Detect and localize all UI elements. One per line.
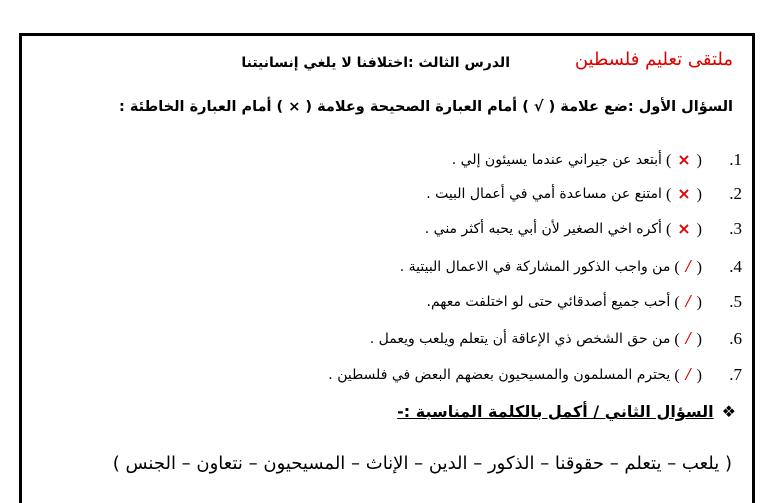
answer-box: (/) [674, 328, 702, 348]
item-text: يحترم المسلمون والمسيحيون بعضهم البعض في فلسطين . [328, 366, 671, 383]
item-number: 7. [729, 364, 742, 384]
diamond-bullet-icon: ❖ [721, 402, 736, 421]
item-number: 3. [729, 219, 742, 238]
item-number: 4. [729, 256, 742, 276]
item-number: 6. [729, 328, 742, 348]
item-text: امتنع عن مساعدة أمي في أعمال البيت . [426, 186, 662, 202]
answer-mark: / [685, 256, 691, 276]
item-number: 2. [729, 184, 742, 203]
lesson-title: الدرس الثالث :اختلافنا لا يلغي إنسانيتنا [241, 55, 510, 71]
answer-mark: / [685, 291, 691, 311]
item-text: أبتعد عن جيراني عندما يسيئون إلي . [451, 152, 662, 168]
answer-box: (/) [674, 291, 702, 311]
answer-box: (×) [665, 150, 702, 169]
list-item [425, 219, 742, 239]
answer-mark: × [677, 184, 691, 203]
list-item [426, 184, 742, 204]
answer-box: (×) [665, 184, 702, 203]
answer-box: (/) [674, 256, 702, 276]
answer-mark: / [685, 364, 691, 384]
item-text: من واجب الذكور المشاركة في الاعمال البيتية . [399, 258, 671, 275]
list-item [452, 150, 742, 170]
answer-mark: × [677, 150, 691, 169]
site-brand: ملتقى تعليم فلسطين [574, 49, 733, 70]
item-text: من حق الشخص ذي الإعاقة أن يتعلم ويلعب ويعمل . [369, 330, 671, 347]
item-text: أحب جميع أصدقائي حتى لو اختلفت معهم. [426, 293, 671, 310]
list-item [328, 364, 742, 385]
answer-box: (×) [665, 219, 702, 238]
item-number: 1. [729, 150, 742, 169]
question2-heading [397, 402, 736, 421]
list-item [400, 256, 742, 277]
item-number: 5. [729, 291, 742, 311]
item-text: أكره اخي الصغير لأن أبي يحبه أكثر مني . [424, 221, 662, 237]
question1-prompt: السؤال الأول :ضع علامة ( √ ) أمام العبارة الصحيحة وعلامة ( × ) أمام العبارة الخاطئة : [119, 99, 733, 115]
answer-box: (/) [674, 364, 702, 384]
answer-mark: / [685, 328, 691, 348]
word-bank: ( يلعب – يتعلم – حقوقنا – الذكور – الدين – الإناث – المسيحيون – نتعاون – الجنس ) [112, 453, 732, 474]
question2-prompt: السؤال الثاني / أكمل بالكلمة المناسبة :- [397, 402, 714, 421]
list-item [427, 291, 743, 312]
answer-mark: × [677, 219, 691, 238]
list-item [370, 328, 742, 349]
